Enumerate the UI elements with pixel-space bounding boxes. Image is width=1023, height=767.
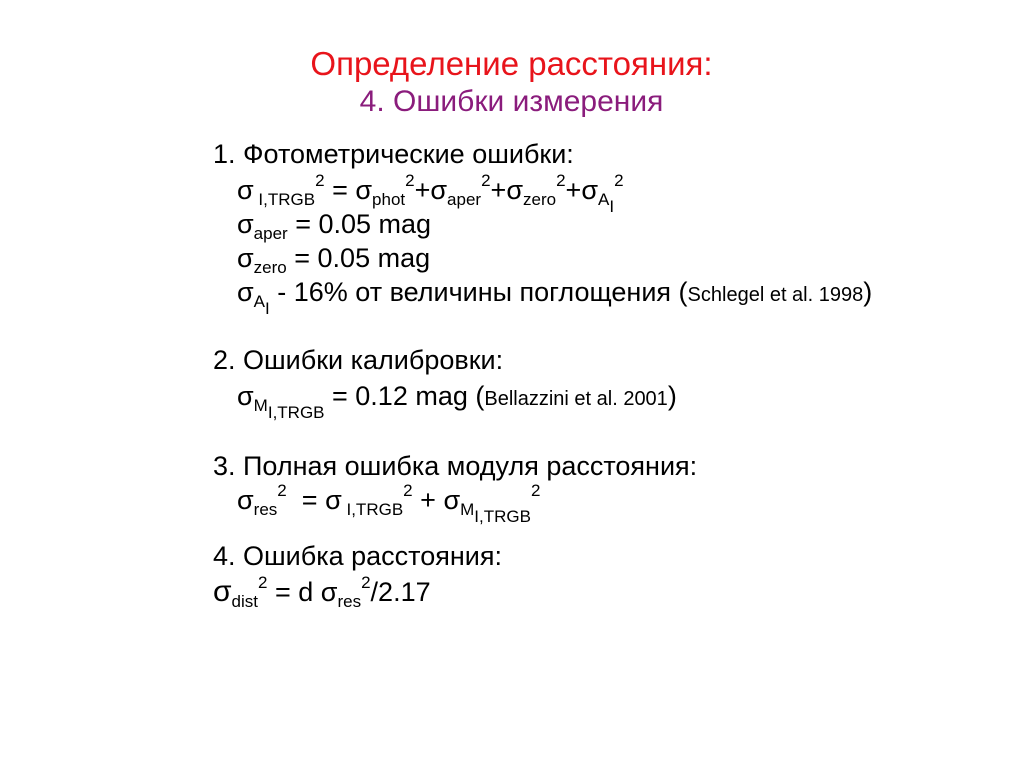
calibration-error-line: $\sigma_{M_{I,TRGB}} = 0.12$ mag (Bellazzini et al. 2001)	[237, 381, 677, 422]
section1-heading: 1. Фотометрические ошибки:	[213, 139, 574, 169]
slide-subtitle: 4. Ошибки измерения	[359, 85, 664, 118]
section1-formula: σ $_{I,TRGB}^2 = \sigma_{phot}^2+\sigma_{aper}^2+\sigma_{zero}^2+\sigma_{A_I}^2$	[237, 171, 624, 216]
aper-error-line: $\sigma_{aper} = 0.05$ mag	[237, 209, 432, 244]
zero-error-line: $\sigma_{zero} = 0.05$ mag	[237, 243, 431, 278]
absorption-error-line: $\sigma_{A_I} - 16\%$ от величины поглощения (Schlegel et al. 1998)	[237, 277, 873, 318]
reference-schlegel: Schlegel et al. 1998	[687, 284, 864, 306]
section4-heading: 4. Ошибка расстояния:	[213, 541, 502, 571]
section3-formula: $\sigma_{res}^2 = \sigma$ $_{I,TRGB}^2 + \sigma_{M_{I,TRGB}}^2$	[237, 481, 541, 526]
section4-formula: $\sigma_{dist}^2 = d$ $\sigma_{res}^2/2.17$	[213, 573, 431, 612]
reference-bellazzini: Bellazzini et al. 2001	[484, 388, 668, 410]
slide-title: Определение расстояния:	[310, 45, 713, 82]
section3-heading: 3. Полная ошибка модуля расстояния:	[213, 451, 698, 481]
section2-heading: 2. Ошибки калибровки:	[213, 345, 504, 375]
